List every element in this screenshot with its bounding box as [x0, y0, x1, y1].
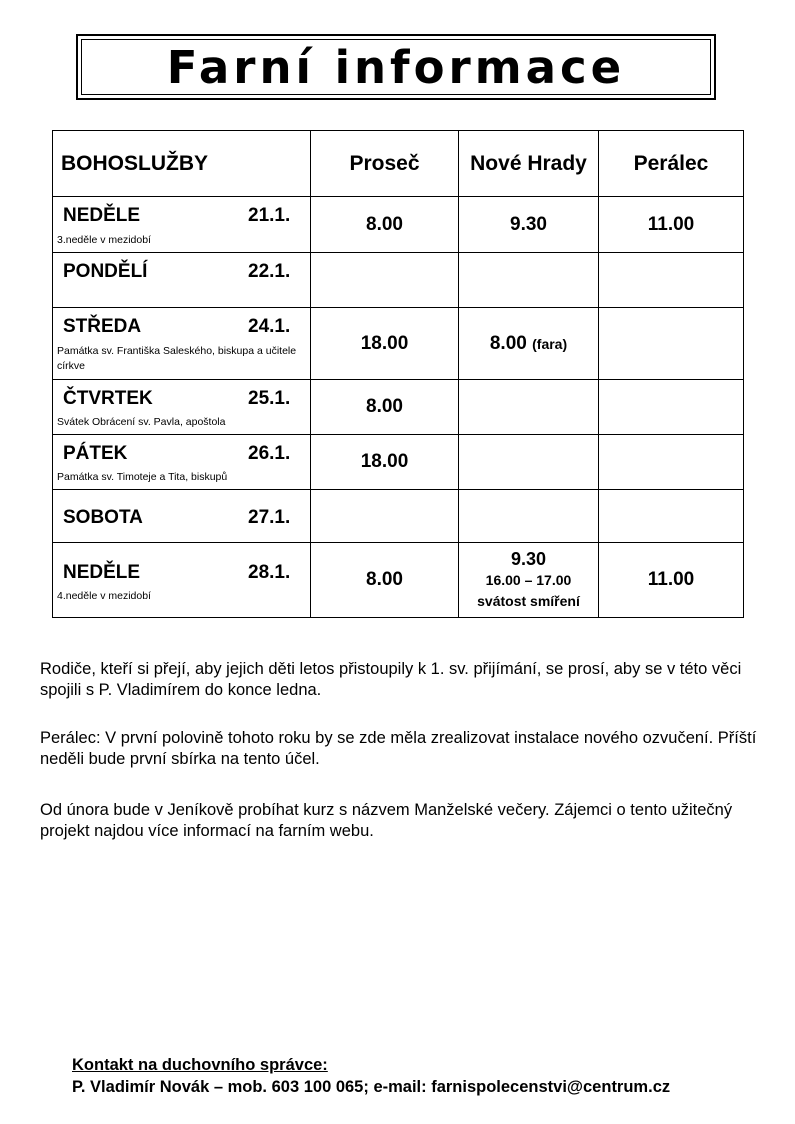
contact-line: P. Vladimír Novák – mob. 603 100 065; e-mail: farnispolecenstvi@centrum.cz — [72, 1078, 671, 1096]
time-nove-hrady — [459, 543, 599, 618]
day-note: Památka sv. Františka Saleského, biskupa a učitele církve — [57, 345, 297, 372]
day-name: ČTVRTEK — [63, 388, 153, 409]
day-name: STŘEDA — [63, 316, 142, 337]
time-peralec — [599, 308, 744, 380]
time-nove-hrady — [459, 380, 599, 435]
day-date: 25.1. — [248, 388, 291, 409]
notice-paragraph: Perálec: V první polovině tohoto roku by se zde měla zrealizovat instalace nového ozvučení. Příští neděli bude první sbírka na tento účel. — [40, 729, 757, 768]
time-nove-hrady — [459, 490, 599, 543]
time-range: 16.00 – 17.00 — [485, 571, 572, 588]
day-name: PÁTEK — [63, 443, 128, 464]
table-row — [53, 435, 744, 490]
time-value: 8.00 — [489, 332, 527, 354]
header-nove-hrady: Nové Hrady — [459, 131, 599, 197]
day-note: Svátek Obrácení sv. Pavla, apoštola — [57, 416, 226, 428]
day-cell — [53, 197, 311, 253]
day-date: 21.1. — [248, 205, 291, 226]
table-row — [53, 380, 744, 435]
notice-paragraph: Rodiče, kteří si přejí, aby jejich děti letos přistoupily k 1. sv. přijímání, se prosí, aby se v této věci spojili s P. Vladimírem do konce ledna. — [40, 660, 742, 699]
day-cell — [53, 380, 311, 435]
contact-block — [72, 1054, 670, 1098]
time-nove-hrady — [459, 435, 599, 490]
table-row — [53, 197, 744, 253]
time-prosec: 8.00 — [311, 197, 459, 253]
time-prosec: 8.00 — [311, 543, 459, 618]
time-peralec — [599, 490, 744, 543]
contact-heading: Kontakt na duchovního správce: — [72, 1056, 328, 1074]
header-prosec: Proseč — [311, 131, 459, 197]
table-row — [53, 253, 744, 308]
table-row — [53, 308, 744, 380]
header-services: BOHOSLUŽBY — [53, 131, 311, 197]
day-name: NEDĚLE — [63, 205, 141, 226]
notice-paragraph: Od února bude v Jeníkově probíhat kurz s názvem Manželské večery. Zájemci o tento užitečný projekt najdou více informací na farním webu. — [40, 801, 733, 840]
time-peralec — [599, 253, 744, 308]
time-peralec: 11.00 — [599, 197, 744, 253]
day-name: NEDĚLE — [63, 562, 141, 583]
time-value: 9.30 — [510, 548, 547, 569]
time-peralec: 11.00 — [599, 543, 744, 618]
day-name: PONDĚLÍ — [63, 261, 148, 282]
day-note: 3.neděle v mezidobí — [57, 234, 151, 246]
time-prosec — [311, 253, 459, 308]
day-note: Památka sv. Timoteje a Tita, biskupů — [57, 471, 228, 483]
day-date: 22.1. — [248, 261, 291, 282]
time-note: svátost smíření — [477, 592, 580, 609]
day-date: 26.1. — [248, 443, 291, 464]
page-title: Farní informace — [166, 41, 626, 94]
day-date: 27.1. — [248, 507, 291, 528]
day-date: 24.1. — [248, 316, 291, 337]
time-nove-hrady: 9.30 — [459, 197, 599, 253]
day-cell — [53, 435, 311, 490]
day-name: SOBOTA — [63, 507, 143, 528]
table-row — [53, 543, 744, 618]
time-prosec: 18.00 — [311, 435, 459, 490]
table-row — [53, 490, 744, 543]
day-note: 4.neděle v mezidobí — [57, 590, 151, 602]
time-location: (fara) — [532, 335, 568, 352]
time-peralec — [599, 380, 744, 435]
time-prosec — [311, 490, 459, 543]
time-prosec: 18.00 — [311, 308, 459, 380]
schedule-table — [52, 130, 744, 618]
day-date: 28.1. — [248, 562, 291, 583]
day-cell — [53, 490, 311, 543]
header-peralec: Perálec — [599, 131, 744, 197]
time-nove-hrady — [459, 253, 599, 308]
time-nove-hrady — [459, 308, 599, 380]
time-peralec — [599, 435, 744, 490]
title-box — [76, 34, 716, 100]
table-header-row — [53, 131, 744, 197]
time-prosec: 8.00 — [311, 380, 459, 435]
day-cell — [53, 253, 311, 308]
day-cell — [53, 543, 311, 618]
day-cell — [53, 308, 311, 380]
